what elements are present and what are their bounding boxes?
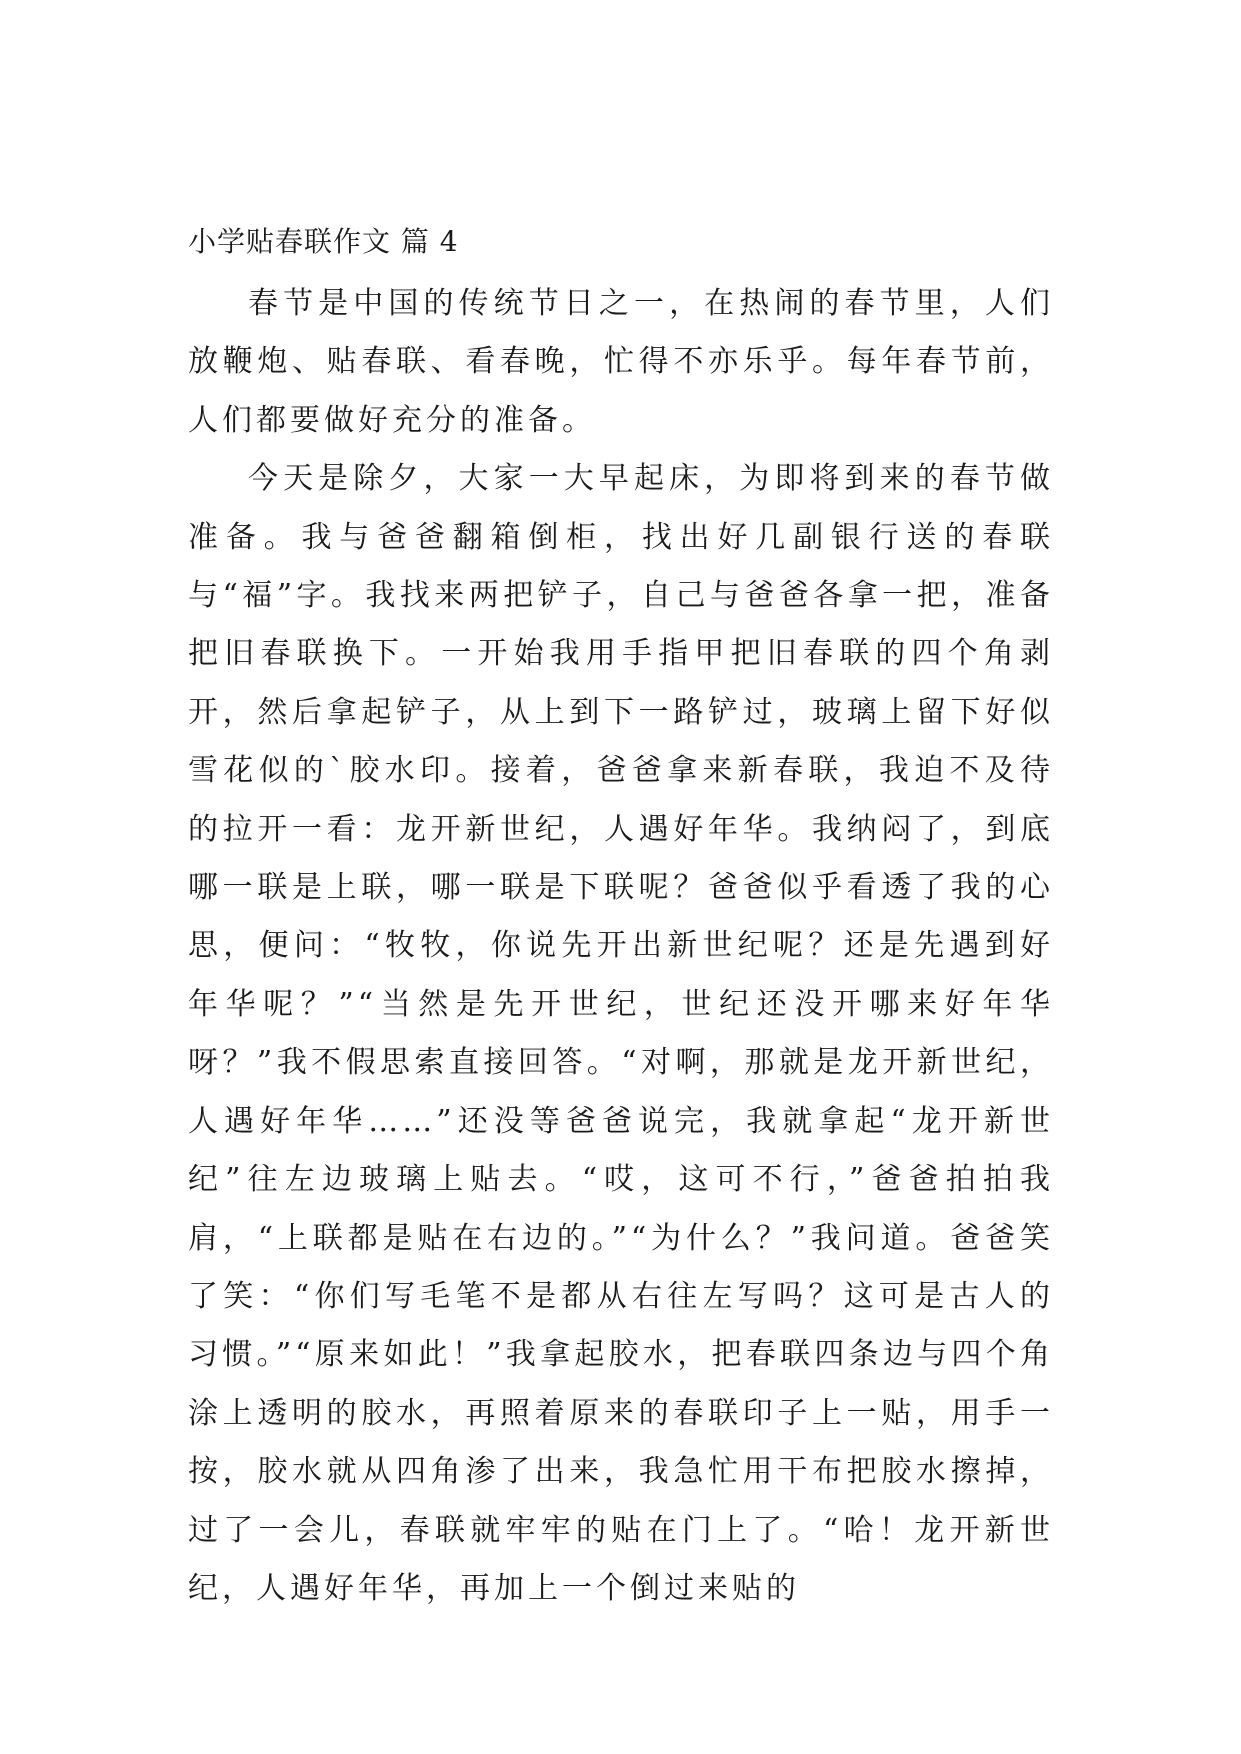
paragraph-1: 春节是中国的传统节日之一，在热闹的春节里，人们放鞭炮、贴春联、看春晚，忙得不亦乐乎。每年春节前，人们都要做好充分的准备。 <box>188 286 1054 438</box>
document-title: 小学贴春联作文 篇 4 <box>188 225 459 258</box>
document-body <box>188 275 1054 1618</box>
paragraph-2: 今天是除夕，大家一大早起床，为即将到来的春节做准备。我与爸爸翻箱倒柜，找出好几副银行送的春联与“福”字。我找来两把铲子，自己与爸爸各拿一把，准备把旧春联换下。一开始我用手指甲把旧春联的四个角剥开，然后拿起铲子，从上到下一路铲过，玻璃上留下好似雪花似的`胶水印。接着，爸爸拿来新春联，我迫不及待的拉开一看：龙开新世纪，人遇好年华。我纳闷了，到底哪一联是上联，哪一联是下联呢？爸爸似乎看透了我的心思，便问：“牧牧，你说先开出新世纪呢？还是先遇到好年华呢？”“当然是先开世纪，世纪还没开哪来好年华呀？”我不假思索直接回答。“对啊，那就是龙开新世纪，人遇好年华……”还没等爸爸说完，我就拿起“龙开新世纪”往左边玻璃上贴去。“哎，这可不行，”爸爸拍拍我肩，“上联都是贴在右边的。”“为什么？”我问道。爸爸笑了笑：“你们写毛笔不是都从右往左写吗？这可是古人的习惯。”“原来如此！”我拿起胶水，把春联四条边与四个角涂上透明的胶水，再照着原来的春联印子上一贴，用手一按，胶水就从四角渗了出来，我急忙用干布把胶水擦掉，过了一会儿，春联就牢牢的贴在门上了。“哈！龙开新世纪，人遇好年华，再加上一个倒过来贴的 <box>188 461 1054 1606</box>
